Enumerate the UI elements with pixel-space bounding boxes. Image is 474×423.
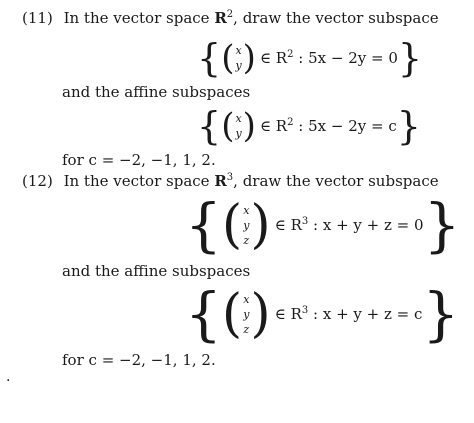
problem-11-intro-tail: , draw the vector subspace bbox=[233, 9, 439, 27]
column-vector bbox=[235, 43, 241, 73]
problem-12-affine-set bbox=[185, 280, 460, 348]
vector-entry: z bbox=[243, 233, 250, 247]
left-paren: ( bbox=[221, 284, 243, 344]
set-condition bbox=[260, 117, 397, 135]
left-paren: ( bbox=[221, 195, 243, 255]
problem-12-affine-text: and the affine subspaces bbox=[62, 262, 251, 280]
dimension: 3 bbox=[301, 216, 309, 227]
problem-11-space-dim: 2 bbox=[226, 9, 234, 20]
equation: : 5x − 2y = 0 bbox=[298, 49, 398, 67]
vector-entry: x bbox=[243, 203, 250, 217]
problem-11-for-values: for c = −2, −1, 1, 2. bbox=[62, 151, 216, 169]
vector-entry: x bbox=[235, 44, 242, 57]
problem-12-number: (12) bbox=[22, 172, 53, 190]
set-condition bbox=[275, 216, 424, 234]
left-paren: ( bbox=[221, 106, 235, 146]
left-paren: ( bbox=[221, 38, 235, 78]
problem-11-heading bbox=[22, 9, 439, 27]
problem-11-affine-set bbox=[197, 106, 421, 146]
right-brace: } bbox=[396, 104, 421, 148]
membership-symbol: ∈ R bbox=[259, 117, 288, 135]
membership-symbol: ∈ R bbox=[274, 216, 302, 234]
column-vector bbox=[243, 292, 249, 337]
vector-entry: y bbox=[235, 59, 242, 72]
vector-entry: y bbox=[235, 127, 242, 140]
problem-12-heading bbox=[22, 172, 439, 190]
vector-entry: z bbox=[243, 322, 250, 336]
problem-11-affine-text: and the affine subspaces bbox=[62, 83, 251, 101]
problem-11-subspace-set bbox=[197, 38, 422, 78]
equation: : x + y + z = c bbox=[313, 305, 423, 323]
equation: : 5x − 2y = c bbox=[298, 117, 397, 135]
vector-entry: x bbox=[243, 292, 250, 306]
right-brace: } bbox=[423, 191, 461, 259]
left-brace: { bbox=[197, 104, 222, 148]
membership-symbol: ∈ R bbox=[274, 305, 302, 323]
vector-entry: y bbox=[243, 218, 250, 232]
problem-12-intro: In the vector space bbox=[63, 172, 210, 190]
left-brace: { bbox=[185, 191, 222, 259]
problem-12-space-dim: 3 bbox=[226, 172, 234, 183]
right-brace: } bbox=[397, 36, 423, 80]
right-paren: ) bbox=[250, 195, 271, 255]
problem-12-for-values: for c = −2, −1, 1, 2. bbox=[62, 351, 216, 369]
vector-entry: x bbox=[235, 112, 242, 125]
membership-symbol: ∈ R bbox=[259, 49, 288, 67]
dimension: 3 bbox=[301, 305, 309, 316]
right-paren: ) bbox=[242, 106, 256, 146]
set-condition bbox=[275, 305, 423, 323]
problem-12-subspace-set bbox=[185, 191, 461, 259]
problem-11-space-symbol: R bbox=[214, 9, 227, 27]
left-brace: { bbox=[197, 36, 222, 80]
problem-11-intro: In the vector space bbox=[63, 9, 210, 27]
right-paren: ) bbox=[250, 284, 271, 344]
problem-11-number: (11) bbox=[22, 9, 53, 27]
problem-12-intro-tail: , draw the vector subspace bbox=[233, 172, 439, 190]
column-vector bbox=[243, 203, 249, 248]
column-vector bbox=[235, 111, 241, 141]
problem-12-space-symbol: R bbox=[214, 172, 227, 190]
vector-entry: y bbox=[243, 307, 250, 321]
set-condition bbox=[260, 49, 398, 67]
equation: : x + y + z = 0 bbox=[313, 216, 424, 234]
stray-dot: . bbox=[6, 369, 11, 385]
left-brace: { bbox=[185, 280, 222, 348]
right-paren: ) bbox=[242, 38, 256, 78]
dimension: 2 bbox=[287, 49, 294, 60]
dimension: 2 bbox=[287, 117, 294, 128]
right-brace: } bbox=[422, 280, 460, 348]
